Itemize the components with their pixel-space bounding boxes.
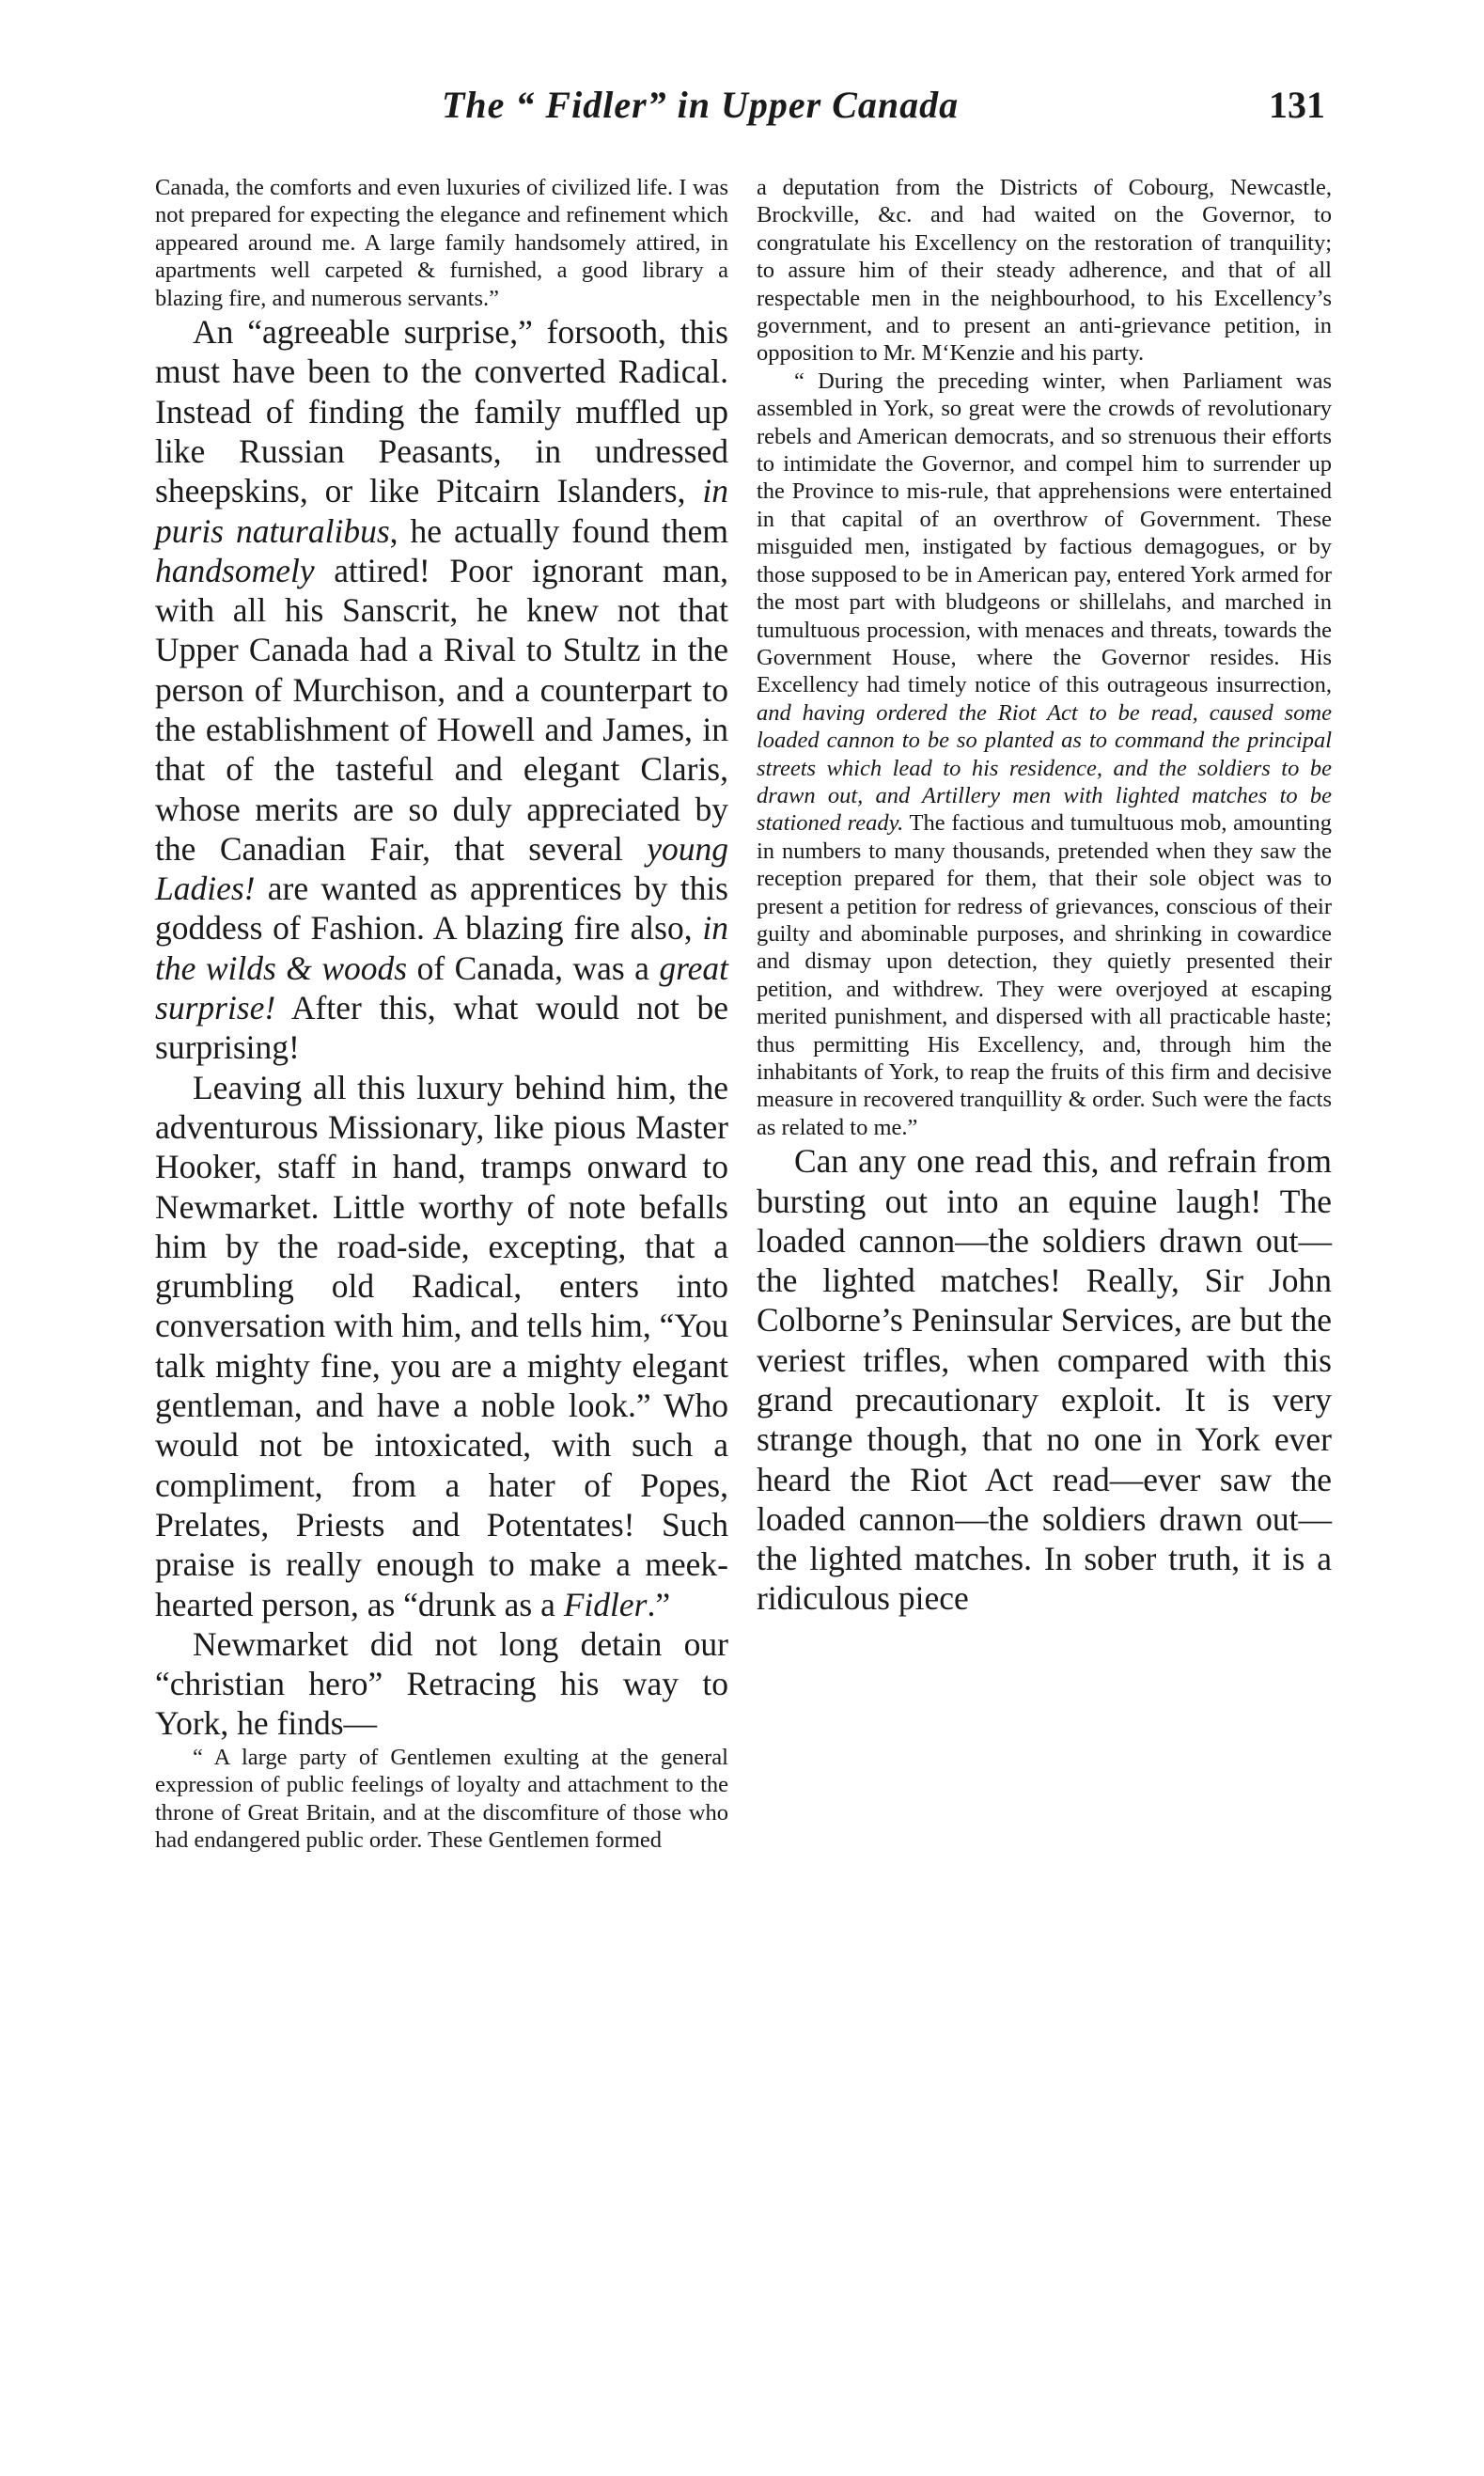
paragraph-agreeable-surprise: An “agreeable surprise,” forsooth, this must have been to the converted Radical. Instead of finding the family muffled up like Russian Peasants, in undressed sheepskins, or like Pitcairn Islanders, in puris naturalibus, he actually found them handsomely attired! Poor ignorant man, with all his Sanscrit, he knew not that Upper Canada had a Rival to Stultz in the person of Murchison, and a counterpart to the establishment of Howell and James, in that of the tasteful and elegant Claris, whose merits are so duly appreciated by the Canadian Fair, that several young Ladies! are wanted as apprentices by this goddess of Fashion. A blazing fire also, in the wilds & woods of Canada, was a great surprise! After this, what would not be surprising!: [155, 313, 729, 1067]
paragraph-newmarket: Newmarket did not long detain our “christian hero” Retracing his way to York, he finds—: [155, 1624, 728, 1743]
paragraph-leaving-luxury: Leaving all this luxury behind him, the adventurous Missionary, like pious Master Hooker, staff in hand, tramps onward to Newmarket. Little worthy of note befalls him by the road-side, excepting, that a grumbling old Radical, enters into conversation with him, and tells him, “You talk mighty fine, you are a mighty elegant gentleman, and have a noble look.” Who would not be intoxicated, with such a compliment, from a hater of Popes, Prelates, Priests and Potentates! Such praise is really enough to make a meek-hearted person, as “drunk as a Fidler.”: [155, 1068, 728, 1623]
page-header: [160, 83, 1325, 139]
quote-preceding-winter: “ During the preceding winter, when Parliament was assembled in York, so great were the crowds of revolutionary rebels and American democrats, and so strenuous their efforts to intimidate the Governor, and compel him to surrender up the Province to mis-rule, that apprehensions were entertained in that capital of an overthrow of Government. These misguided men, instigated by factious demagogues, or by those supposed to be in American pay, entered York armed for the most part with bludgeons or shillelahs, and marched in tumultuous procession, with menaces and threats, towards the Government House, where the Governor resides. His Excellency had timely notice of this outrageous insurrection, and having ordered the Riot Act to be read, caused some loaded cannon to be so planted as to command the principal streets which lead to his residence, and the soldiers to be drawn out, and Artillery men with lighted matches to be stationed ready. The factious and tumultuous mob, amounting in numbers to many thousands, pretended when they saw the reception prepared for them, that their sole object was to present a petition for redress of grievances, conscious of their guilty and abominable purposes, and shrinking in cowardice and dismay upon detection, they quietly presented their petition, and withdrew. They were overjoyed at escaping merited punishment, and dispersed with all practicable haste; thus permitting His Excellency, and, through him the inhabitants of York, to reap the fruits of this firm and decisive measure in recovered tranquillity & order. Such were the facts as related to me.”: [757, 368, 1332, 1140]
paragraph-equine-laugh: Can any one read this, and refrain from bursting out into an equine laugh! The loaded cannon—the soldiers drawn out—the lighted matches! Really, Sir John Colborne’s Peninsular Services, are but the veriest trifles, when compared with this grand precautionary exploit. It is very strange though, that no one in York ever heard the Riot Act read—ever saw the loaded cannon—the soldiers drawn out—the lighted matches. In sober truth, it is a ridiculous piece: [757, 1142, 1332, 1618]
quote-deputation: a deputation from the Districts of Cobourg, Newcastle, Brockville, &c. and had waited on the Governor, to congratulate his Excellency on the restoration of tranquility; to assure him of their steady adherence, and that of all respectable men in the neighbourhood, to his Excellency’s government, and to present an anti-grievance petition, in opposition to Mr. M‘Kenzie and his party.: [757, 175, 1332, 367]
quote-continuation: Canada, the comforts and even luxuries of civilized life. I was not prepared for expecting the elegance and refinement which appeared around me. A large family handsomely attired, in apartments well carpeted & furnished, a good library a blazing fire, and numerous servants.”: [155, 175, 728, 311]
quote-large-party: “ A large party of Gentlemen exulting at the general expression of public feelings of loyalty and attachment to the throne of Great Britain, and at the discomfiture of those who had endangered public order. These Gentlemen formed: [155, 1744, 728, 1853]
page-number: 131: [1269, 84, 1325, 126]
left-column: [155, 174, 728, 1854]
right-column: [757, 174, 1332, 1619]
running-head: The “ Fidler” in Upper Canada: [442, 84, 960, 126]
